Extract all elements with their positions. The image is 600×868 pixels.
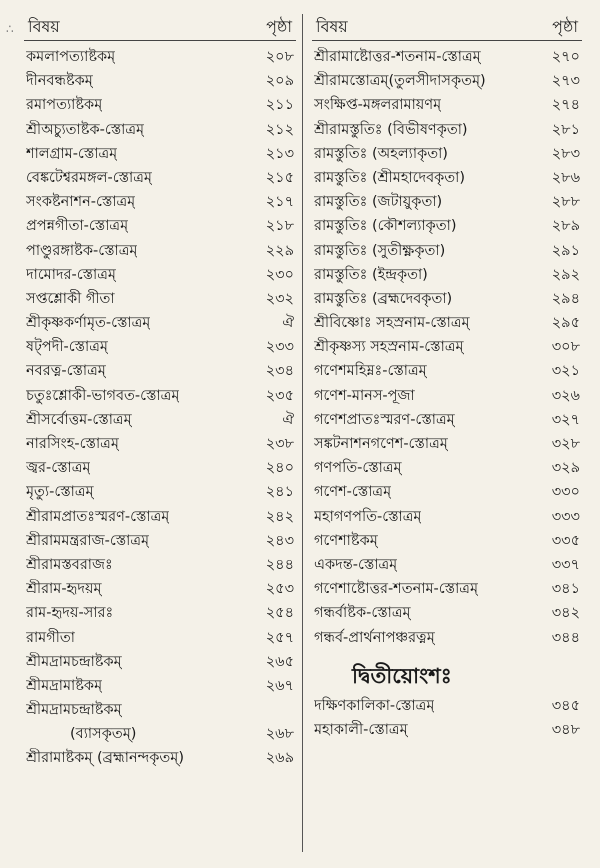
entry-page: ২৪১: [265, 484, 294, 501]
left-header-page: পৃষ্ঠা: [266, 17, 292, 36]
entry-page: ২৩৫: [265, 387, 294, 404]
toc-entry: [24, 93, 296, 117]
toc-entry: [312, 190, 582, 214]
toc-entry: [24, 674, 296, 698]
entry-title: শ্রীমদ্রামচন্দ্রাষ্টকম্: [26, 702, 122, 719]
entry-page: ২৮৯: [551, 218, 580, 235]
entry-title: গণেশ-মানস-পূজা: [314, 387, 415, 404]
toc-entry: [312, 263, 582, 287]
left-column: [24, 14, 296, 771]
entry-title: প্রপন্নগীতা-স্তোত্রম্: [26, 218, 129, 235]
entry-page: ২৯৪: [551, 290, 580, 307]
entry-title: গণপতি-স্তোত্রম্: [314, 460, 402, 477]
entry-page: ২১১: [265, 97, 294, 114]
entry-page: ৩২৭: [551, 411, 580, 428]
toc-entry: [312, 553, 582, 577]
entry-title: বেঙ্কটেশ্বরমঙ্গল-স্তোত্রম্: [26, 169, 152, 186]
right-header-topic: বিষয়: [316, 17, 348, 36]
entry-page: ২৩০: [265, 266, 294, 283]
entry-title: শ্রীরামাষ্টকম্ (ব্রহ্মানন্দকৃতম্): [26, 750, 184, 767]
toc-entry: [24, 69, 296, 93]
entry-page: ৩২১: [551, 363, 580, 380]
toc-entry: [24, 480, 296, 504]
entry-page: ২৫৪: [265, 605, 294, 622]
entry-title: রামস্তুতিঃ (ইন্দ্রকৃতা): [314, 266, 428, 283]
toc-entry: [24, 456, 296, 480]
entry-title: (ব্যাসকৃতম্): [70, 726, 137, 743]
entry-page: ২১৩: [265, 145, 294, 162]
entry-page: ২১৮: [265, 218, 294, 235]
entry-page: ২৩৪: [265, 363, 294, 380]
entry-title: চতুঃশ্লোকী-ভাগবত-স্তোত্রম্: [26, 387, 180, 404]
entry-page: ৩৪১: [551, 581, 580, 598]
entry-page: ২৭৩: [551, 73, 580, 90]
entry-title: গণেশ-স্তোত্রম্: [314, 484, 392, 501]
entry-page: ২৪৩: [265, 532, 294, 549]
entry-title: রামস্তুতিঃ (কৌশল্যাকৃতা): [314, 218, 457, 235]
entry-title: সঙ্কটনাশনগণেশ-স্তোত্রম্: [314, 436, 448, 452]
toc-entry: [24, 698, 296, 722]
entry-title: নারসিংহ-স্তোত্রম্: [26, 436, 119, 452]
entry-page: ২৪৪: [265, 556, 294, 573]
entry-title: রাম-হৃদয়-সারঃ: [26, 605, 114, 622]
entry-title: নবরত্ন-স্তোত্রম্: [26, 363, 106, 380]
entry-title: ষট্পদী-স্তোত্রম্: [26, 339, 108, 356]
entry-title: রামস্তুতিঃ (ব্রহ্মদেবকৃতা): [314, 290, 453, 307]
toc-entry: [312, 239, 582, 263]
toc-entry: [24, 577, 296, 601]
toc-entry: [312, 69, 582, 93]
toc-entry: [312, 505, 582, 529]
toc-entry: [24, 722, 296, 746]
entry-page: ৩০৮: [551, 339, 580, 356]
entry-page: ৩৪২: [551, 605, 580, 622]
column-divider: [302, 14, 303, 852]
toc-entry: [312, 384, 582, 408]
entry-page: ৩৩০: [551, 484, 580, 501]
entry-title: শ্রীকৃষ্ণস্য সহস্রনাম-স্তোত্রম্: [314, 339, 464, 356]
entry-title: শালগ্রাম-স্তোত্রম্: [26, 145, 118, 162]
entry-page: ২৫৭: [265, 629, 294, 646]
entry-title: রমাপত্যাষ্টকম্: [26, 97, 103, 114]
entry-title: গণেশাষ্টকম্: [314, 532, 378, 549]
toc-entry: [24, 553, 296, 577]
entry-page: ২৪০: [265, 460, 294, 477]
entry-title: গণেশপ্রাতঃস্মরণ-স্তোত্রম্: [314, 411, 455, 428]
entry-page: ৩৪৪: [551, 629, 580, 646]
entry-page: ৩৪৫: [551, 697, 580, 714]
entry-page: ৩২৯: [551, 460, 580, 477]
entry-title: সংকষ্টনাশন-স্তোত্রম্: [26, 194, 136, 211]
entry-page: ২১২: [265, 121, 294, 138]
toc-entry: [24, 601, 296, 625]
toc-entry: [312, 287, 582, 311]
entry-title: জ্বর-স্তোত্রম্: [26, 460, 91, 477]
entry-page: ২৯২: [551, 266, 580, 283]
toc-entry: [24, 166, 296, 190]
left-header: [24, 14, 296, 41]
entry-page: ২২৯: [265, 242, 294, 259]
entry-page: ৩২৬: [551, 387, 580, 404]
entry-page: ২৯৫: [551, 315, 580, 332]
entry-title: শ্রীমদ্রামাষ্টকম্: [26, 677, 103, 694]
entry-page: ঐ: [282, 411, 294, 428]
entry-title: শ্রীরামমন্ত্ররাজ-স্তোত্রম্: [26, 532, 150, 549]
entry-page: ২৬৮: [265, 726, 294, 743]
right-header-page: পৃষ্ঠা: [552, 17, 578, 36]
entry-page: ২৩৮: [265, 436, 294, 452]
entry-page: ২০৮: [265, 49, 294, 65]
entry-page: ২৩৩: [265, 339, 294, 356]
entry-title: শ্রীবিষ্ণোঃ সহস্রনাম-স্তোত্রম্: [314, 315, 470, 332]
toc-entry: [24, 214, 296, 238]
entry-title: শ্রীরাম-হৃদয়ম্: [26, 581, 102, 598]
toc-entry: [312, 45, 582, 69]
entry-page: ২১৭: [265, 194, 294, 211]
toc-entry: [24, 335, 296, 359]
toc-entry: [24, 432, 296, 456]
entry-title: রামগীতা: [26, 629, 75, 646]
right-header: [312, 14, 582, 41]
entry-page: ২৭০: [551, 49, 580, 65]
margin-mark: ∴: [6, 22, 14, 36]
entry-page: ৩৩৫: [551, 532, 580, 549]
entry-title: শ্রীসর্বোত্তম-স্তোত্রম্: [26, 411, 132, 428]
entry-page: ২৯১: [551, 242, 580, 259]
toc-entry: [24, 239, 296, 263]
entry-page: ৩২৮: [551, 436, 580, 452]
toc-entry: [24, 529, 296, 553]
entry-title: শ্রীরামস্তুতিঃ (বিভীষণকৃতা): [314, 121, 468, 138]
entry-title: দক্ষিণকালিকা-স্তোত্রম্: [314, 697, 435, 714]
entry-title: গণেশাষ্টোত্তর-শতনাম-স্তোত্রম্: [314, 581, 479, 598]
entry-title: সংক্ষিপ্ত-মঙ্গলরামায়ণম্: [314, 97, 442, 114]
section-title: দ্বিতীয়োংশঃ: [352, 663, 452, 688]
toc-entry: [24, 408, 296, 432]
entry-page: ঐ: [282, 315, 294, 332]
entry-page: ২১৫: [265, 169, 294, 186]
toc-entry: [24, 650, 296, 674]
right-entries: [312, 45, 582, 650]
entry-page: ২৮১: [551, 121, 580, 138]
toc-entry: [312, 142, 582, 166]
entry-page: ২০৯: [265, 73, 294, 90]
toc-entry: [24, 118, 296, 142]
entry-title: মহাগণপতি-স্তোত্রম্: [314, 508, 422, 525]
toc-entry: [24, 505, 296, 529]
entry-page: ২৭৪: [551, 97, 580, 114]
entry-title: রামস্তুতিঃ (অহল্যাকৃতা): [314, 145, 448, 162]
entry-title: মৃত্যু-স্তোত্রম্: [26, 484, 94, 501]
entry-title: রামস্তুতিঃ (শ্রীমহাদেবকৃতা): [314, 169, 466, 186]
entry-page: ৩৩৭: [551, 556, 580, 573]
entry-title: রামস্তুতিঃ (জটায়ুকৃতা): [314, 194, 443, 211]
toc-entry: [312, 577, 582, 601]
toc-entry: [24, 190, 296, 214]
entry-title: পাণ্ডুরঙ্গাষ্টক-স্তোত্রম্: [26, 242, 138, 259]
entry-title: শ্রীরামপ্রাতঃস্মরণ-স্তোত্রম্: [26, 508, 170, 525]
entry-page: ২৮৬: [551, 169, 580, 186]
entry-title: শ্রীরামাষ্টোত্তর-শতনাম-স্তোত্রম্: [314, 49, 481, 65]
entry-page: ২৬৭: [265, 677, 294, 694]
entry-page: ৩৩৩: [551, 508, 580, 525]
toc-entry: [24, 142, 296, 166]
entry-title: রামস্তুতিঃ (সুতীক্ষ্ণকৃতা): [314, 242, 446, 259]
toc-entry: [24, 45, 296, 69]
entry-title: দামোদর-স্তোত্রম্: [26, 266, 116, 283]
right-column: [312, 14, 582, 742]
left-header-topic: বিষয়: [28, 17, 60, 36]
entry-page: ২৮৩: [551, 145, 580, 162]
entry-title: সপ্তশ্লোকী গীতা: [26, 290, 115, 307]
entry-title: শ্রীমদ্রামচন্দ্রাষ্টকম্: [26, 653, 122, 670]
entry-title: মহাকালী-স্তোত্রম্: [314, 721, 408, 738]
entry-title: শ্রীরামস্তবরাজঃ: [26, 556, 113, 573]
entry-title: শ্রীরামস্তোত্রম্(তুলসীদাসকৃতম্): [314, 73, 486, 90]
entry-page: ৩৪৮: [551, 721, 580, 738]
entry-page: ২৩২: [265, 290, 294, 307]
entry-title: কমলাপত্যাষ্টকম্: [26, 49, 116, 65]
toc-entry: [312, 359, 582, 383]
toc-entry: [312, 601, 582, 625]
toc-entry: [24, 311, 296, 335]
toc-entry: [312, 718, 582, 742]
entry-title: গন্ধর্বাষ্টক-স্তোত্রম্: [314, 605, 411, 622]
toc-entry: [312, 408, 582, 432]
toc-entry: [24, 359, 296, 383]
toc-entry: [24, 263, 296, 287]
entry-title: একদন্ত-স্তোত্রম্: [314, 556, 398, 573]
entry-title: শ্রীঅচ্যুতাষ্টক-স্তোত্রম্: [26, 121, 145, 138]
toc-entry: [312, 118, 582, 142]
entry-title: গণেশমহিম্নঃ-স্তোত্রম্: [314, 363, 427, 380]
entry-title: শ্রীকৃষ্ণকর্ণামৃত-স্তোত্রম্: [26, 315, 151, 332]
toc-entry: [312, 335, 582, 359]
toc-entry: [24, 384, 296, 408]
toc-entry: [312, 432, 582, 456]
toc-entry: [312, 626, 582, 650]
entry-page: ২৬৯: [265, 750, 294, 767]
toc-entry: [312, 166, 582, 190]
entry-title: দীনবন্ধষ্টকম্: [26, 73, 93, 90]
entry-page: ২৬৫: [265, 653, 294, 670]
toc-entry: [312, 311, 582, 335]
entry-page: ২৫৩: [265, 581, 294, 598]
toc-entry: [24, 626, 296, 650]
toc-entry: [312, 480, 582, 504]
entry-page: ২৮৮: [551, 194, 580, 211]
left-entries: [24, 45, 296, 771]
entry-title: গন্ধর্ব-প্রার্থনাপঞ্চরত্নম্: [314, 629, 435, 646]
toc-entry: [312, 529, 582, 553]
section-entries: [312, 694, 582, 742]
entry-page: ২৪২: [265, 508, 294, 525]
toc-entry: [24, 287, 296, 311]
toc-entry: [312, 93, 582, 117]
toc-entry: [312, 214, 582, 238]
toc-entry: [24, 746, 296, 770]
toc-entry: [312, 456, 582, 480]
